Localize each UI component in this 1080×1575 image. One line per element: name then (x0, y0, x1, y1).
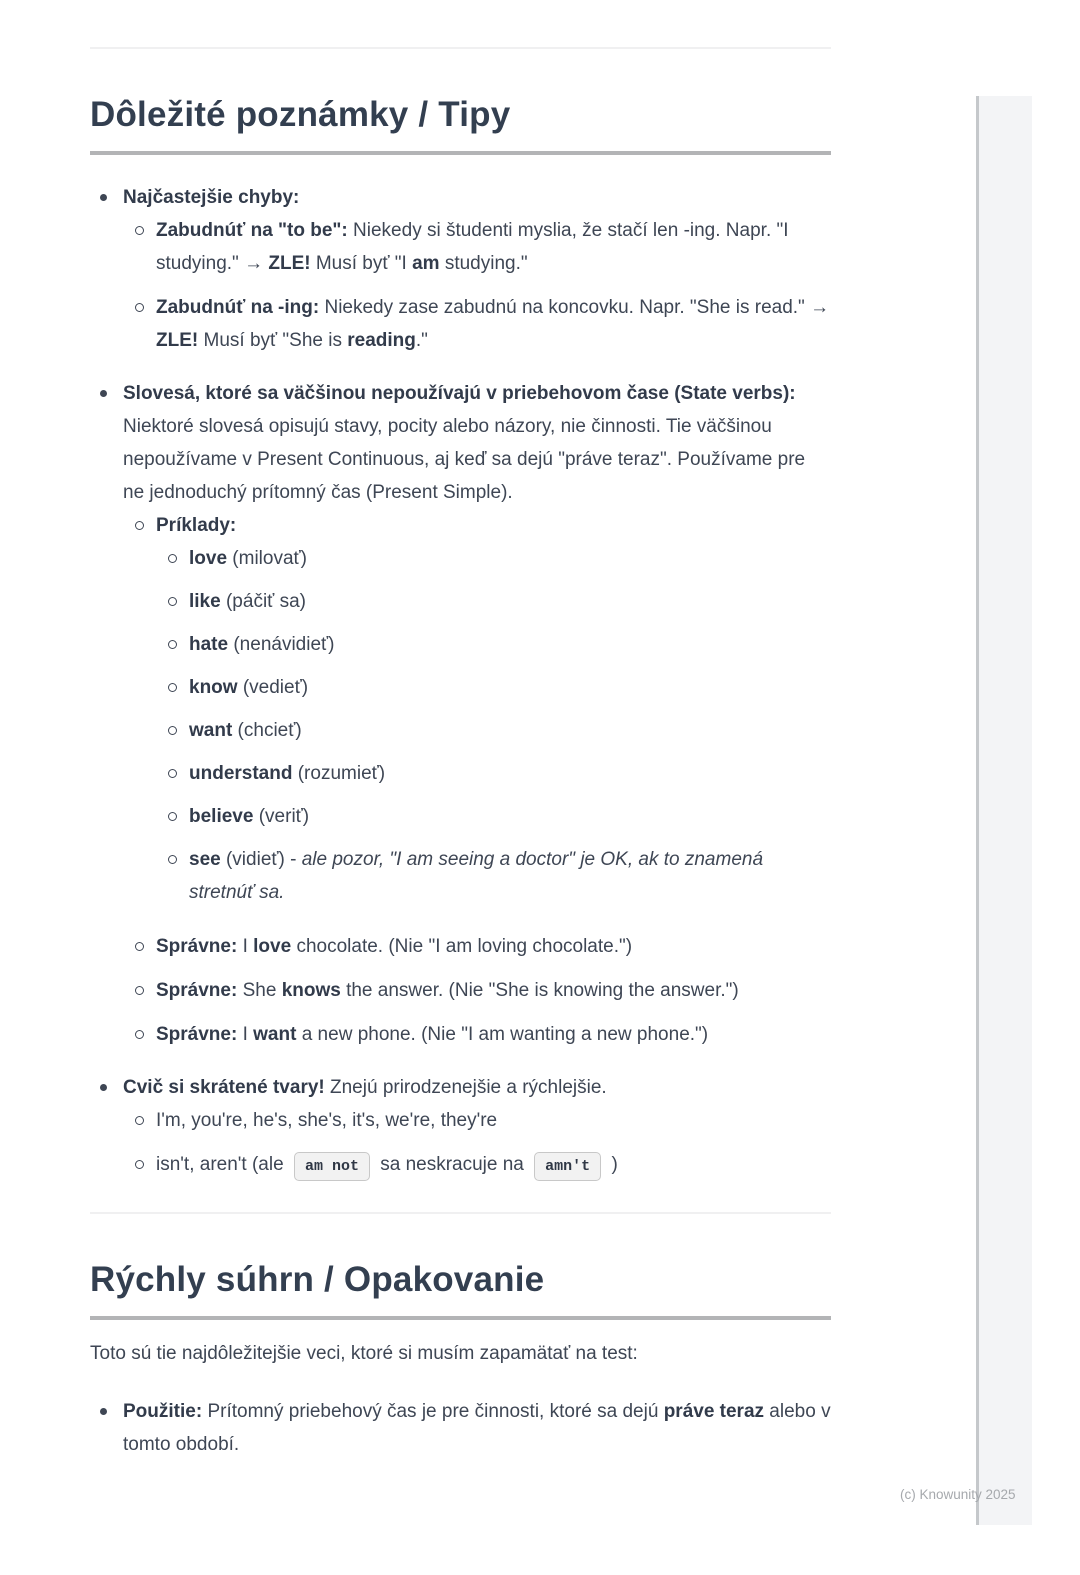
text-run: Správne: (156, 980, 238, 1001)
summary-list (90, 1395, 831, 1461)
text-run-italic: ale pozor, "I am seeing a doctor" je OK, ak to znamená stretnúť sa. (189, 849, 764, 903)
text-run: Niektoré slovesá opisujú stavy, pocity alebo názory, nie činnosti. Tie väčšinou nepoužívame v Present Continuous, aj keď sa dejú "práve teraz". Používame pre ne jednoduchý prítomný čas (Present Simple). (123, 416, 806, 503)
code-chip-am-not: am not (294, 1152, 370, 1181)
bullet-circle-icon (168, 554, 177, 563)
text-run: alebo v tomto období. (123, 1401, 831, 1455)
bullet-circle-icon (135, 1030, 144, 1039)
text-run: want (189, 720, 233, 741)
text-run: (vidieť) - (220, 849, 302, 870)
text-run: Zabudnúť na "to be": (156, 220, 348, 241)
text-run: like (189, 591, 221, 612)
text-run: Slovesá, ktoré sa väčšinou nepoužívajú v priebehovom čase (State verbs): (123, 383, 796, 404)
divider-middle (90, 1212, 831, 1214)
list-item-forget-tobe (123, 214, 831, 280)
scrollbar-track[interactable] (976, 96, 1032, 1525)
section-title-summary: Rýchly súhrn / Opakovanie (90, 1260, 545, 1299)
text-run: Cvič si skrátené tvary! (123, 1077, 325, 1098)
text-run: I (237, 1024, 254, 1045)
list-item-verb-know (156, 671, 831, 704)
list-item-correct-want (123, 1018, 831, 1051)
list-item-verb-want (156, 714, 831, 747)
list-item-usage (90, 1395, 831, 1461)
section-title-notes: Dôležité poznámky / Tipy (90, 95, 511, 134)
contraction-forms-text: I'm, you're, he's, she's, it's, we're, they're (156, 1110, 498, 1131)
text-run: reading (347, 330, 416, 351)
divider-top (90, 47, 831, 49)
text-run: hate (189, 634, 229, 655)
bullet-circle-icon (168, 597, 177, 606)
text-run: love (253, 936, 292, 957)
bullet-circle-icon (168, 812, 177, 821)
text-run: Správne: (156, 1024, 238, 1045)
bullet-disc-icon (100, 194, 107, 201)
text-run: ) (606, 1154, 618, 1175)
text-run: isn't, aren't (ale (156, 1154, 289, 1175)
bullet-circle-icon (135, 226, 144, 235)
text-run: love (189, 548, 228, 569)
list-item-correct-love (123, 930, 831, 963)
text-run: (veriť) (253, 806, 310, 827)
bullet-disc-icon (100, 1084, 107, 1091)
text-run: a new phone. (Nie "I am wanting a new phone.") (296, 1024, 709, 1045)
text-run: Musí byť "I (310, 253, 413, 274)
list-item-verb-like (156, 585, 831, 618)
text-run: (milovať) (227, 548, 307, 569)
list-item-body (123, 181, 831, 368)
list-item-verb-see (156, 843, 831, 909)
bullet-circle-icon (168, 855, 177, 864)
bullet-circle-icon (168, 769, 177, 778)
text-run: práve teraz (663, 1401, 765, 1422)
copyright-watermark: (c) Knowunity 2025 (900, 1487, 1016, 1502)
bullet-circle-icon (135, 521, 144, 530)
text-run: She (237, 980, 282, 1001)
text-run: I (237, 936, 254, 957)
list-item-body (123, 377, 831, 1062)
state-verbs-heading (123, 377, 831, 509)
text-run: (nenávidieť) (228, 634, 335, 655)
text-run: Musí byť "She is (198, 330, 348, 351)
list-item-verb-love (156, 542, 831, 575)
bullet-circle-icon (135, 942, 144, 951)
contractions-sublist (123, 1104, 831, 1181)
list-item-examples (123, 509, 831, 919)
text-run: Niekedy si študenti myslia, že stačí len -ing. Napr. "I studying." → (156, 220, 789, 274)
text-run: (rozumieť) (292, 763, 386, 784)
list-item-state-verbs (90, 377, 831, 1062)
list-item-body (123, 1395, 831, 1461)
notes-list (90, 181, 831, 1192)
text-run: ZLE! (268, 253, 311, 274)
bullet-circle-icon (135, 1160, 144, 1169)
list-item-verb-hate (156, 628, 831, 661)
text-run: Použitie: (123, 1401, 203, 1422)
common-mistakes-heading (123, 181, 831, 214)
text-run: ZLE! (156, 330, 199, 351)
bullet-circle-icon (168, 683, 177, 692)
bullet-circle-icon (168, 640, 177, 649)
summary-intro: Toto sú tie najdôležitejšie veci, ktoré si musím zapamätať na test: (90, 1343, 638, 1364)
text-run: the answer. (Nie "She is knowing the answer.") (340, 980, 739, 1001)
document-content (90, 47, 831, 1461)
list-item-correct-knows (123, 974, 831, 1007)
text-run: Príklady: (156, 515, 237, 536)
list-item-contraction-forms (123, 1104, 831, 1137)
list-item-common-mistakes (90, 181, 831, 368)
text-run: Niekedy zase zabudnú na koncovku. Napr. "She is read." → (319, 297, 830, 318)
text-run: chocolate. (Nie "I am loving chocolate.") (291, 936, 633, 957)
bullet-circle-icon (135, 1116, 144, 1125)
bullet-circle-icon (135, 303, 144, 312)
text-run: (chcieť) (232, 720, 302, 741)
contractions-heading (123, 1071, 831, 1104)
text-run: ." (415, 330, 428, 351)
bullet-circle-icon (168, 726, 177, 735)
text-run: know (189, 677, 238, 698)
text-run: (vedieť) (237, 677, 309, 698)
list-item-forget-ing (123, 291, 831, 357)
text-run: Správne: (156, 936, 238, 957)
text-run: am (412, 253, 440, 274)
text-run: knows (281, 980, 341, 1001)
bullet-disc-icon (100, 390, 107, 397)
text-run: Znejú prirodzenejšie a rýchlejšie. (324, 1077, 607, 1098)
text-run: Najčastejšie chyby: (123, 187, 300, 208)
text-run: want (253, 1024, 297, 1045)
examples-heading (156, 509, 831, 542)
list-item-verb-believe (156, 800, 831, 833)
list-item-body (123, 1071, 831, 1192)
text-run: see (189, 849, 221, 870)
list-item-isnt-arent (123, 1148, 831, 1181)
list-item-verb-understand (156, 757, 831, 790)
text-run: understand (189, 763, 293, 784)
summary-title-underline (90, 1316, 831, 1320)
text-run: sa neskracuje na (374, 1154, 530, 1175)
code-chip-amnt: amn't (534, 1152, 601, 1181)
notes-title-underline (90, 151, 831, 155)
state-verbs-sublist (123, 509, 831, 1051)
bullet-disc-icon (100, 1408, 107, 1415)
text-run: believe (189, 806, 254, 827)
text-run: Zabudnúť na -ing: (156, 297, 320, 318)
bullet-circle-icon (135, 986, 144, 995)
text-run: studying." (439, 253, 528, 274)
common-mistakes-sublist (123, 214, 831, 357)
text-run: Prítomný priebehový čas je pre činnosti, ktoré sa dejú (202, 1401, 664, 1422)
list-item-contractions (90, 1071, 831, 1192)
text-run: (páčiť sa) (220, 591, 306, 612)
example-verbs-list (156, 542, 831, 909)
